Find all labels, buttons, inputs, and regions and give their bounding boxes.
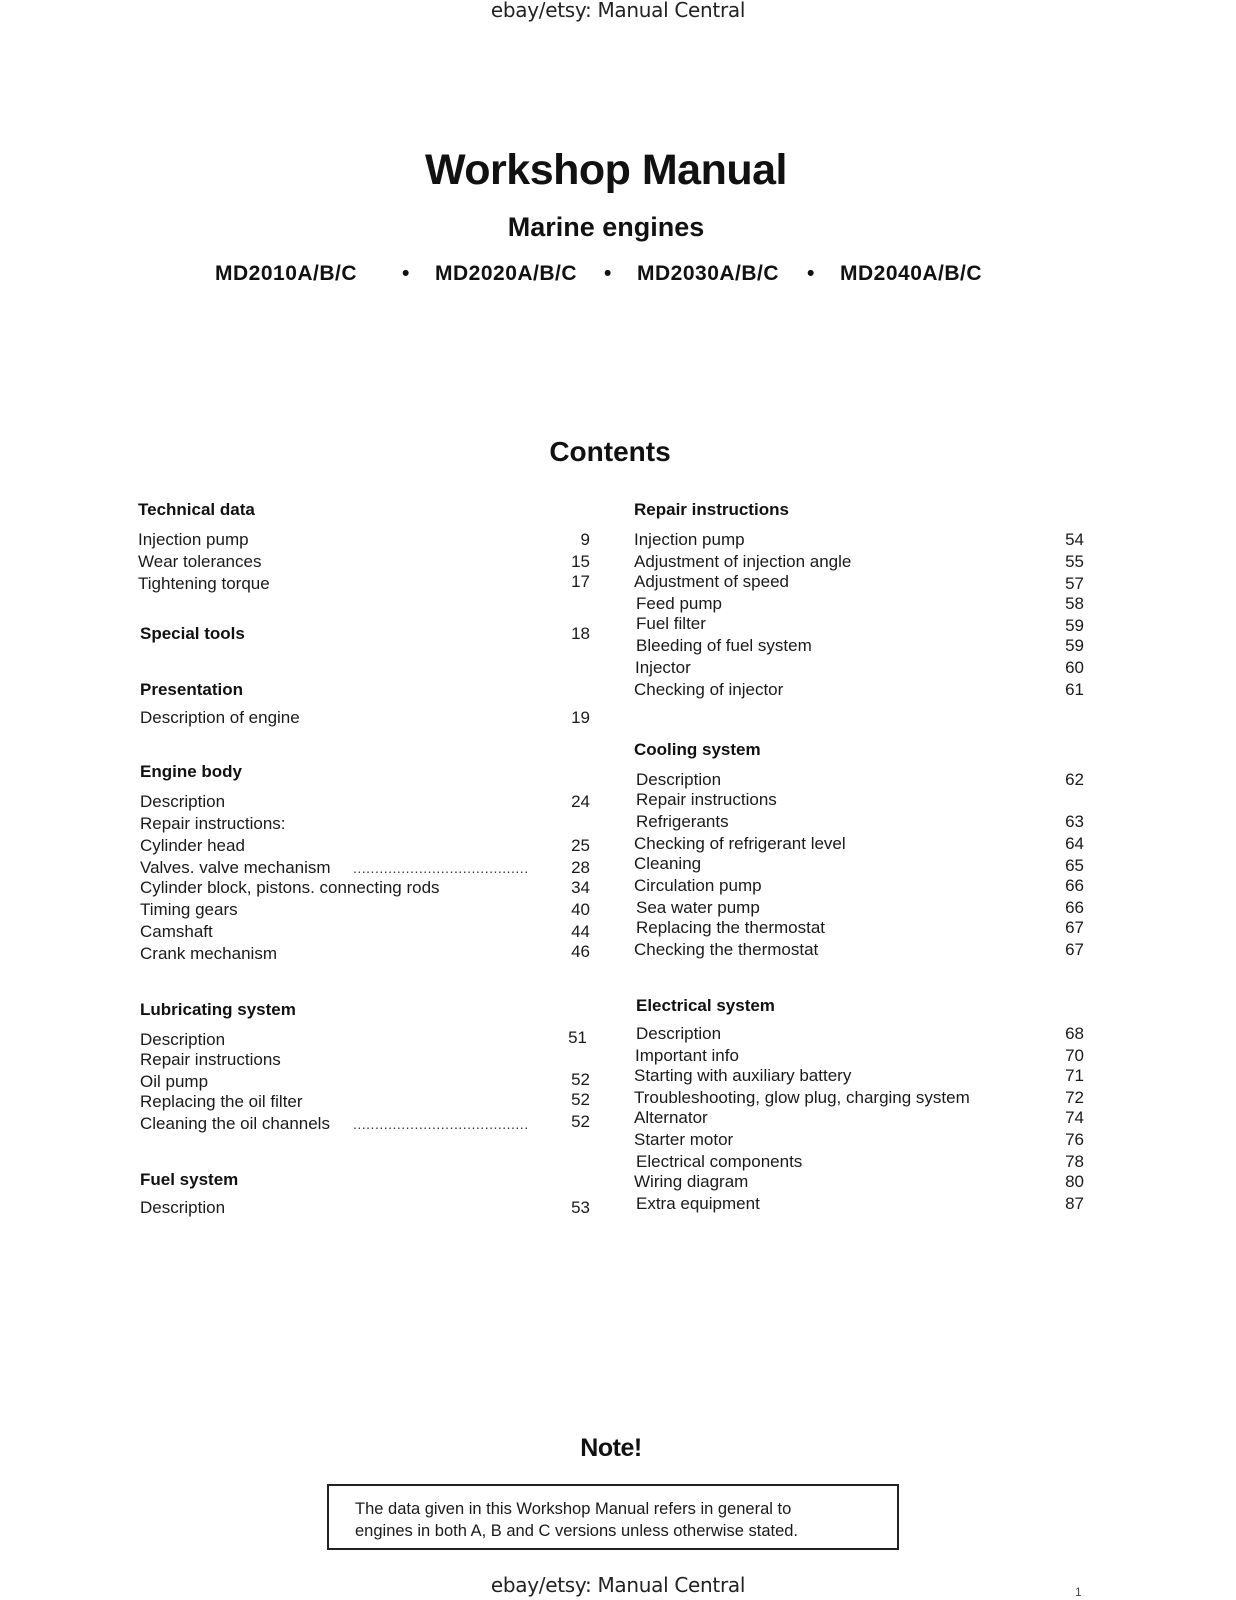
toc-entry[interactable]: Circulation pump bbox=[634, 876, 762, 895]
toc-entry[interactable]: Checking of refrigerant level bbox=[634, 834, 846, 853]
leader-dots: ........................................ bbox=[353, 1116, 529, 1132]
toc-page: 67 bbox=[1065, 940, 1084, 959]
model-md2030: MD2030A/B/C bbox=[637, 262, 780, 285]
toc-entry[interactable]: Checking the thermostat bbox=[634, 940, 819, 959]
toc-entry[interactable]: Extra equipment bbox=[636, 1194, 760, 1213]
toc-page: 72 bbox=[1065, 1088, 1084, 1107]
toc-entry[interactable]: Starter motor bbox=[634, 1130, 734, 1149]
toc-page: 53 bbox=[571, 1198, 590, 1217]
document-title: Workshop Manual bbox=[424, 146, 787, 194]
model-separator: • bbox=[402, 262, 410, 285]
model-md2040: MD2040A/B/C bbox=[840, 262, 983, 285]
toc-page: 71 bbox=[1065, 1066, 1084, 1085]
toc-entry[interactable]: Checking of injector bbox=[634, 680, 784, 699]
toc-page: 15 bbox=[571, 552, 590, 571]
toc-page: 61 bbox=[1065, 680, 1084, 699]
model-separator: • bbox=[807, 262, 815, 285]
toc-entry[interactable]: Description of engine bbox=[140, 708, 300, 727]
toc-page: 18 bbox=[571, 624, 590, 643]
toc-page: 34 bbox=[571, 878, 590, 897]
toc-page: 70 bbox=[1065, 1046, 1084, 1065]
toc-page: 66 bbox=[1065, 876, 1084, 895]
contents-heading: Contents bbox=[549, 436, 671, 467]
toc-entry[interactable]: Wiring diagram bbox=[634, 1172, 749, 1191]
section-fuel-system: Fuel system bbox=[140, 1170, 239, 1189]
toc-entry[interactable]: Injection pump bbox=[138, 530, 249, 549]
toc-entry[interactable]: Cylinder block, pistons. connecting rods bbox=[140, 878, 440, 897]
note-text bbox=[355, 1498, 798, 1542]
toc-page: 65 bbox=[1065, 856, 1084, 875]
section-repair-instructions: Repair instructions bbox=[634, 500, 789, 519]
toc-page: 59 bbox=[1065, 636, 1084, 655]
toc-page: 28 bbox=[571, 858, 590, 877]
toc-page: 80 bbox=[1065, 1172, 1084, 1191]
toc-entry[interactable]: Crank mechanism bbox=[140, 944, 277, 963]
toc-entry[interactable]: Wear tolerances bbox=[138, 552, 262, 571]
toc-page: 63 bbox=[1065, 812, 1084, 831]
toc-entry[interactable]: Replacing the thermostat bbox=[636, 918, 825, 937]
toc-page: 67 bbox=[1065, 918, 1084, 937]
toc-page: 52 bbox=[571, 1112, 590, 1131]
leader-dots: ........................................ bbox=[353, 860, 529, 876]
toc-entry[interactable]: Adjustment of speed bbox=[634, 572, 789, 591]
toc-entry[interactable]: Starting with auxiliary battery bbox=[634, 1066, 852, 1085]
toc-page: 76 bbox=[1065, 1130, 1084, 1149]
toc-entry[interactable]: Description bbox=[636, 1024, 722, 1043]
toc-page: 68 bbox=[1065, 1024, 1084, 1043]
toc-page: 19 bbox=[571, 708, 590, 727]
toc-entry[interactable]: Bleeding of fuel system bbox=[636, 636, 812, 655]
toc-page: 74 bbox=[1065, 1108, 1084, 1127]
model-md2020: MD2020A/B/C bbox=[435, 262, 578, 285]
toc-entry[interactable]: Electrical components bbox=[636, 1152, 803, 1171]
toc-page: 64 bbox=[1065, 834, 1084, 853]
toc-entry: Repair instructions bbox=[636, 790, 777, 809]
note-line: The data given in this Workshop Manual refers in general to bbox=[355, 1500, 792, 1518]
toc-page: 62 bbox=[1065, 770, 1084, 789]
toc-entry[interactable]: Fuel filter bbox=[636, 614, 706, 633]
toc-entry[interactable]: Refrigerants bbox=[636, 812, 729, 831]
section-special-tools[interactable]: Special tools bbox=[140, 624, 245, 643]
model-separator: • bbox=[604, 262, 612, 285]
toc-entry[interactable]: Cleaning bbox=[634, 854, 702, 873]
toc-page: 25 bbox=[571, 836, 590, 855]
toc-entry[interactable]: Cleaning the oil channels bbox=[140, 1114, 330, 1133]
toc-entry[interactable]: Adjustment of injection angle bbox=[634, 552, 852, 571]
toc-entry[interactable]: Tightening torque bbox=[138, 574, 270, 593]
toc-page: 57 bbox=[1065, 574, 1084, 593]
note-line: engines in both A, B and C versions unless otherwise stated. bbox=[355, 1522, 799, 1540]
toc-entry[interactable]: Description bbox=[140, 792, 226, 811]
toc-page: 55 bbox=[1065, 552, 1084, 571]
page-number: 1 bbox=[1075, 1585, 1082, 1599]
section-cooling-system: Cooling system bbox=[634, 740, 761, 759]
watermark-bottom: ebay/etsy: Manual Central bbox=[490, 1573, 746, 1597]
toc-entry[interactable]: Injection pump bbox=[634, 530, 745, 549]
toc-entry[interactable]: Replacing the oil filter bbox=[140, 1092, 303, 1111]
toc-entry[interactable]: Camshaft bbox=[140, 922, 213, 941]
toc-page: 44 bbox=[571, 922, 590, 941]
toc-entry[interactable]: Troubleshooting, glow plug, charging system bbox=[634, 1088, 970, 1107]
toc-entry[interactable]: Injector bbox=[635, 658, 691, 677]
toc-page: 58 bbox=[1065, 594, 1084, 613]
toc-page: 40 bbox=[571, 900, 590, 919]
toc-entry[interactable]: Timing gears bbox=[140, 900, 238, 919]
toc-page: 9 bbox=[580, 530, 590, 549]
toc-entry[interactable]: Valves. valve mechanism bbox=[140, 858, 331, 877]
toc-entry[interactable]: Description bbox=[140, 1198, 226, 1217]
toc-entry[interactable]: Important info bbox=[635, 1046, 739, 1065]
toc-entry[interactable]: Description bbox=[636, 770, 722, 789]
section-electrical-system: Electrical system bbox=[636, 996, 775, 1015]
toc-page: 46 bbox=[571, 942, 590, 961]
section-presentation: Presentation bbox=[140, 680, 243, 699]
toc-page: 60 bbox=[1065, 658, 1084, 677]
toc-page: 52 bbox=[571, 1070, 590, 1089]
toc-entry[interactable]: Alternator bbox=[634, 1108, 708, 1127]
note-heading: Note! bbox=[580, 1434, 642, 1462]
watermark-top: ebay/etsy: Manual Central bbox=[490, 0, 746, 22]
toc-entry[interactable]: Sea water pump bbox=[636, 898, 760, 917]
toc-entry[interactable]: Oil pump bbox=[140, 1072, 209, 1091]
section-lubricating-system: Lubricating system bbox=[140, 1000, 296, 1019]
toc-entry[interactable]: Description bbox=[140, 1030, 226, 1049]
model-md2010: MD2010A/B/C bbox=[215, 262, 358, 285]
toc-entry: Repair instructions: bbox=[140, 814, 286, 833]
toc-page: 78 bbox=[1065, 1152, 1084, 1171]
toc-entry: Repair instructions bbox=[140, 1050, 281, 1069]
toc-page: 87 bbox=[1065, 1194, 1084, 1213]
toc-page: 66 bbox=[1065, 898, 1084, 917]
toc-page: 17 bbox=[571, 572, 590, 591]
section-engine-body: Engine body bbox=[140, 762, 242, 781]
document-subtitle: Marine engines bbox=[507, 212, 705, 242]
toc-entry[interactable]: Cylinder head bbox=[140, 836, 245, 855]
toc-entry[interactable]: Feed pump bbox=[636, 594, 722, 613]
toc-page: 59 bbox=[1065, 616, 1084, 635]
toc-page: 54 bbox=[1065, 530, 1084, 549]
toc-page: 51 bbox=[568, 1028, 587, 1047]
note-box bbox=[327, 1484, 899, 1550]
toc-page: 24 bbox=[571, 792, 590, 811]
toc-page: 52 bbox=[571, 1090, 590, 1109]
section-technical-data: Technical data bbox=[138, 500, 255, 519]
